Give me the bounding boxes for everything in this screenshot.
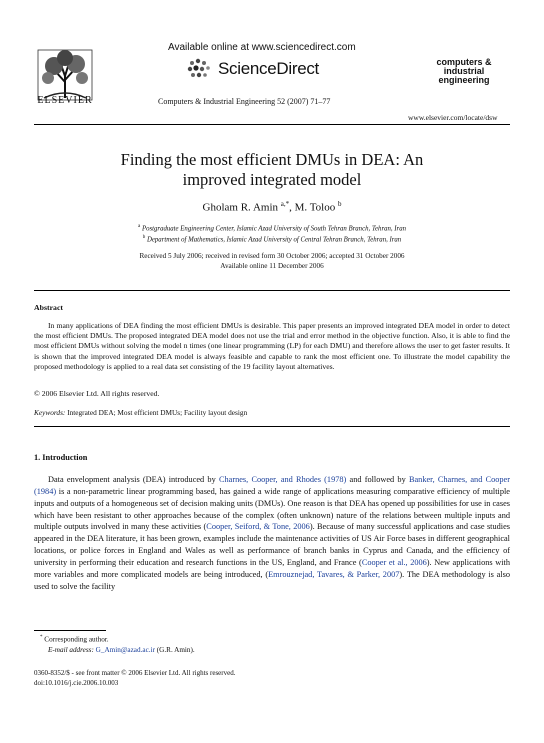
body-text: Data envelopment analysis (DEA) introduced by xyxy=(48,475,219,484)
sciencedirect-dots-icon xyxy=(186,58,216,80)
email-label: E-mail address: xyxy=(48,646,94,654)
citation-link[interactable]: Cooper, Seiford, & Tone, 2006 xyxy=(206,522,310,532)
email-link[interactable]: G_Amin@azad.ac.ir xyxy=(95,646,155,654)
citation-link[interactable]: Cooper et al., 2006 xyxy=(361,557,427,567)
abstract-paragraph: In many applications of DEA finding the most efficient DMUs is desirable. This paper presents an improved integrated DEA model in order to detect the most efficient DMUs. The proposed integrated DEA model does not use the trial and error method in the objective function. Also, it is able to find the most efficient DMUs without solving the model n times (one linear programming (LP) for each DMU) and therefore allows the user to get faster results. It is shown that the improved integrated DEA model is always feasible and capable to rank the most efficient one. To illustrate the model capability the proposed methodology is applied to a real data set consisting of the 19 facility layout alternatives. xyxy=(34,321,510,371)
email-suffix: (G.R. Amin). xyxy=(154,646,195,654)
affiliation-text: Postgraduate Engineering Center, Islamic Azad University of South Tehran Branch, Tehran, Iran xyxy=(141,225,406,233)
citation-link[interactable]: Banker, Charnes, and Cooper (1984) xyxy=(34,475,510,496)
journal-reference: Computers & Industrial Engineering 52 (2007) 71–77 xyxy=(158,97,331,106)
title-line-2: improved integrated model xyxy=(182,170,362,189)
journal-title-line: industrial xyxy=(443,66,485,76)
affiliation xyxy=(60,224,484,232)
keywords xyxy=(34,408,247,417)
header-divider xyxy=(34,124,510,125)
author-affiliation-mark: b xyxy=(337,200,342,208)
citation-link[interactable]: Emrouznejad, Tavares, & Parker, 2007 xyxy=(268,569,400,579)
corresponding-author-note xyxy=(40,635,109,643)
footnote-mark: * xyxy=(40,635,43,640)
body-text: and followed by xyxy=(346,475,409,484)
abstract-body xyxy=(34,321,510,372)
journal-title-line: engineering xyxy=(438,75,490,85)
author-list xyxy=(60,200,484,214)
doi-line[interactable]: doi:10.1016/j.cie.2006.10.003 xyxy=(34,679,119,687)
journal-url-link[interactable]: www.elsevier.com/locate/dsw xyxy=(408,113,498,122)
affiliation xyxy=(60,235,484,243)
sciencedirect-wordmark: ScienceDirect xyxy=(218,59,319,78)
abstract-top-divider xyxy=(34,290,510,291)
journal-title-logo xyxy=(420,58,508,85)
keywords-list: Integrated DEA; Most efficient DMUs; Facility layout design xyxy=(67,408,248,417)
affiliation-text: Department of Mathematics, Islamic Azad University of Central Tehran Branch, Tehran, Iran xyxy=(146,236,402,244)
section-heading: 1. Introduction xyxy=(34,453,88,462)
paper-title xyxy=(60,150,484,190)
body-text: ). Because of many successful applications and case studies appeared in the DEA literature, it has been grown, examples include the maintenance activities of US Air Force bases in different geographical locations, or police forces in England and Wales as well as performance of branch banks in Cyprus and Canada, and the efficiency of university in performing their education and research functions in the US, England, and France ( xyxy=(34,522,511,567)
introduction-body xyxy=(34,474,510,592)
publisher-name: ELSEVIER xyxy=(37,95,93,106)
available-online-date: Available online 11 December 2006 xyxy=(220,262,324,270)
affiliation-mark: a xyxy=(138,224,141,229)
email-note xyxy=(48,646,195,654)
introduction-paragraph xyxy=(34,474,510,592)
author-name[interactable]: M. Toloo xyxy=(294,201,336,214)
keywords-label: Keywords: xyxy=(34,408,66,417)
footnote-divider xyxy=(34,630,106,631)
author-separator: , xyxy=(289,201,295,214)
footnote-text: Corresponding author. xyxy=(44,635,109,644)
author-name[interactable]: Gholam R. Amin xyxy=(202,201,279,214)
author-affiliation-mark: a,* xyxy=(280,200,290,208)
abstract-heading: Abstract xyxy=(34,303,64,312)
issn-line: 0360-8352/$ - see front matter © 2006 Elsevier Ltd. All rights reserved. xyxy=(34,669,236,677)
journal-title-line: computers & xyxy=(436,57,492,67)
abstract-bottom-divider xyxy=(34,426,510,427)
available-online-text: Available online at www.sciencedirect.com xyxy=(168,42,356,53)
affiliation-mark: b xyxy=(142,235,146,240)
citation-link[interactable]: Charnes, Cooper, and Rhodes (1978) xyxy=(218,475,347,484)
body-text: ). The DEA methodology is also used to solve the facility xyxy=(34,569,510,591)
body-text: ). New applications with more variables and more complicated models are being introduced, ( xyxy=(34,557,510,579)
body-text: is a non-parametric linear programming based, has gained a wide range of applications measuring comparative efficiency of multiple inputs and outputs of a homogeneous set of decision making units (DMUs). One reason is that DEA has opened up possibilities for use in cases which have been resistant to other approaches because of the complex (often unknown) nature of the relations between multiple inputs and multiple outputs involved in many these activities ( xyxy=(34,486,510,532)
received-dates: Received 5 July 2006; received in revised form 30 October 2006; accepted 31 October 2006 xyxy=(139,252,405,260)
abstract-copyright: © 2006 Elsevier Ltd. All rights reserved. xyxy=(34,389,160,398)
title-line-1: Finding the most efficient DMUs in DEA: An xyxy=(120,150,424,169)
